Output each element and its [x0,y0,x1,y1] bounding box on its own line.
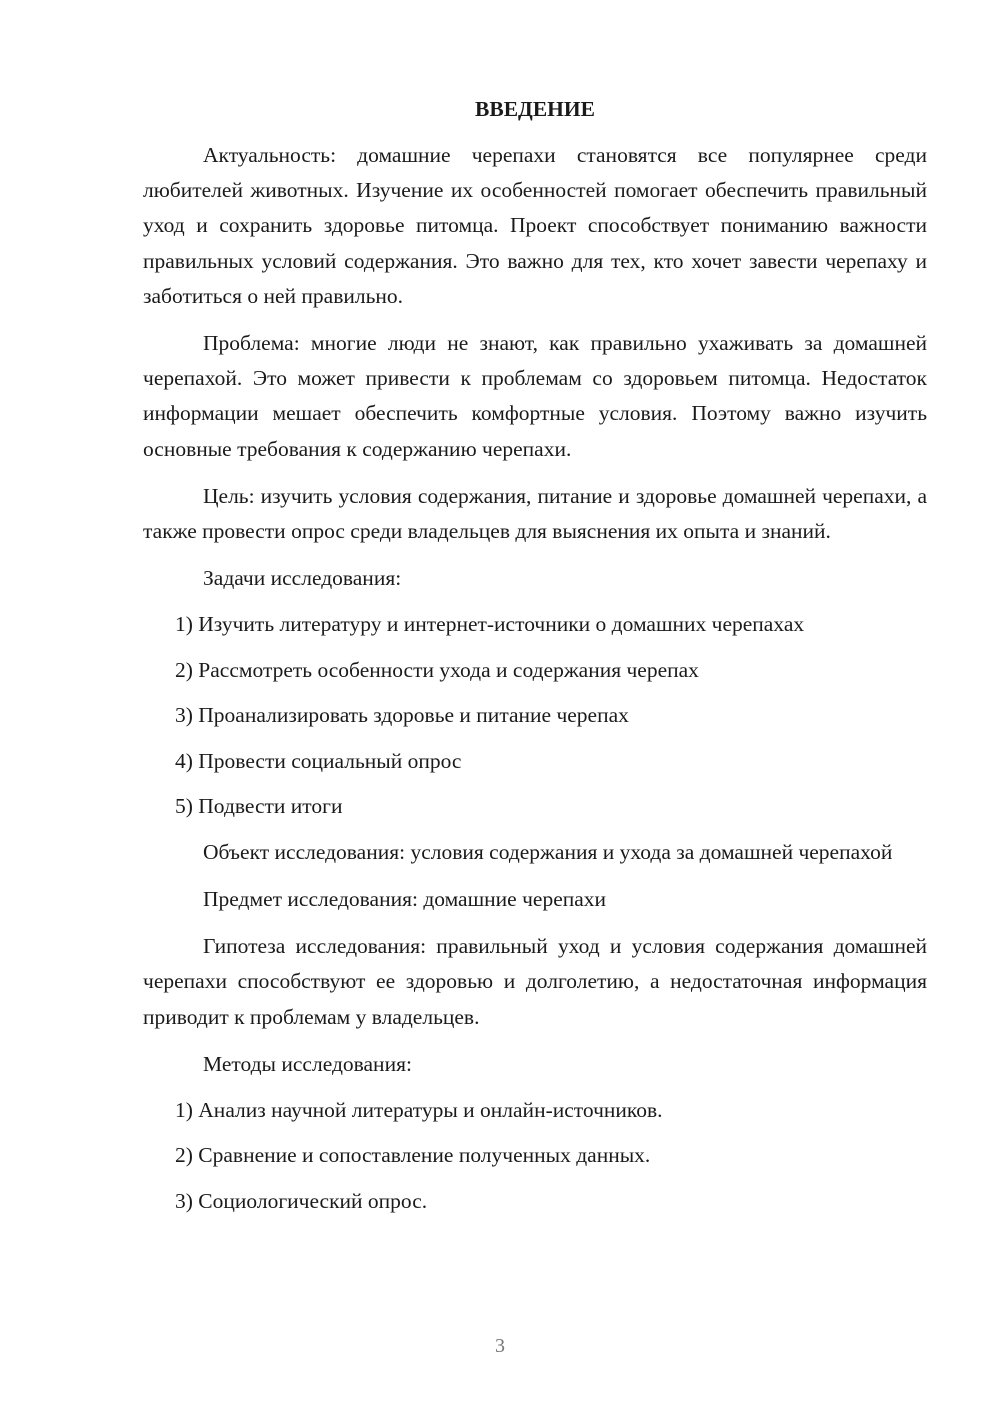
list-item: 2) Рассмотреть особенности ухода и содержания черепах [175,657,699,682]
methods-list [143,1093,927,1219]
list-item: 4) Провести социальный опрос [175,748,462,773]
list-item: 1) Анализ научной литературы и онлайн-источников. [175,1097,663,1122]
document-title: ВВЕДЕНИЕ [475,97,595,121]
list-item: 2) Сравнение и сопоставление полученных данных. [175,1143,651,1168]
list-item: 3) Социологический опрос. [175,1188,428,1213]
subject-paragraph: Предмет исследования: домашние черепахи [203,886,607,911]
hypothesis-paragraph: Гипотеза исследования: правильный уход и условия содержания домашней черепахи способствуют ее здоровью и долголетию, а недостаточная информация приводит к проблемам у владельцев. [143,934,927,1029]
tasks-list [143,607,927,824]
problem-paragraph: Проблема: многие люди не знают, как правильно ухаживать за домашней черепахой. Это может привести к проблемам со здоровьем питомца. Недостаток информации мешает обеспечить комфортные условия. Поэтому важно изучить основные требования к содержанию черепахи. [143,331,927,461]
goal-paragraph: Цель: изучить условия содержания, питание и здоровье домашней черепахи, а также провести опрос среди владельцев для выяснения их опыта и знаний. [143,483,927,544]
methods-heading: Методы исследования: [203,1051,412,1076]
object-paragraph: Объект исследования: условия содержания и ухода за домашней черепахой [203,839,893,864]
list-item: 3) Проанализировать здоровье и питание черепах [175,703,629,728]
tasks-heading: Задачи исследования: [203,566,402,591]
list-item: 5) Подвести итоги [175,794,343,819]
page-number: 3 [495,1335,505,1357]
document-page [143,92,927,1229]
list-item: 1) Изучить литературу и интернет-источники о домашних черепахах [175,612,805,637]
relevance-paragraph: Актуальность: домашние черепахи становятся все популярнее среди любителей животных. Изучение их особенностей помогает обеспечить правильный уход и сохранить здоровье питомца. Проект способствует пониманию важности правильных условий содержания. Это важно для тех, кто хочет завести черепаху и заботиться о ней правильно. [143,143,927,308]
